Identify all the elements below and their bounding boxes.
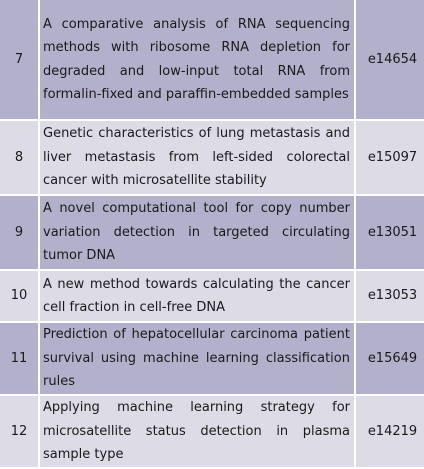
row-number: 10 — [0, 270, 39, 322]
row-number: 7 — [0, 0, 39, 120]
abstract-id: e14654 — [355, 0, 424, 120]
row-number: 8 — [0, 120, 39, 195]
abstract-title: Prediction of hepatocellular carcinoma patient survival using machine learning classification rules — [39, 322, 355, 395]
row-number: 11 — [0, 322, 39, 395]
table-row — [0, 195, 424, 270]
row-number: 9 — [0, 195, 39, 270]
row-number: 12 — [0, 395, 39, 468]
table-row — [0, 395, 424, 468]
abstract-id: e13053 — [355, 270, 424, 322]
table-row — [0, 0, 424, 120]
abstract-title: Applying machine learning strategy for microsatellite status detection in plasma sample type — [39, 395, 355, 468]
abstract-id: e13051 — [355, 195, 424, 270]
abstract-id: e14219 — [355, 395, 424, 468]
abstract-title: A comparative analysis of RNA sequencing methods with ribosome RNA depletion for degraded and low-input total RNA from formalin-fixed and paraffin-embedded samples — [39, 0, 355, 120]
abstract-id: e15097 — [355, 120, 424, 195]
table-row — [0, 322, 424, 395]
abstract-title: Genetic characteristics of lung metastasis and liver metastasis from left-sided colorectal cancer with microsatellite stability — [39, 120, 355, 195]
table-row — [0, 120, 424, 195]
abstract-title: A new method towards calculating the cancer cell fraction in cell-free DNA — [39, 270, 355, 322]
abstract-id: e15649 — [355, 322, 424, 395]
abstract-title: A novel computational tool for copy number variation detection in targeted circulating tumor DNA — [39, 195, 355, 270]
table-row — [0, 270, 424, 322]
